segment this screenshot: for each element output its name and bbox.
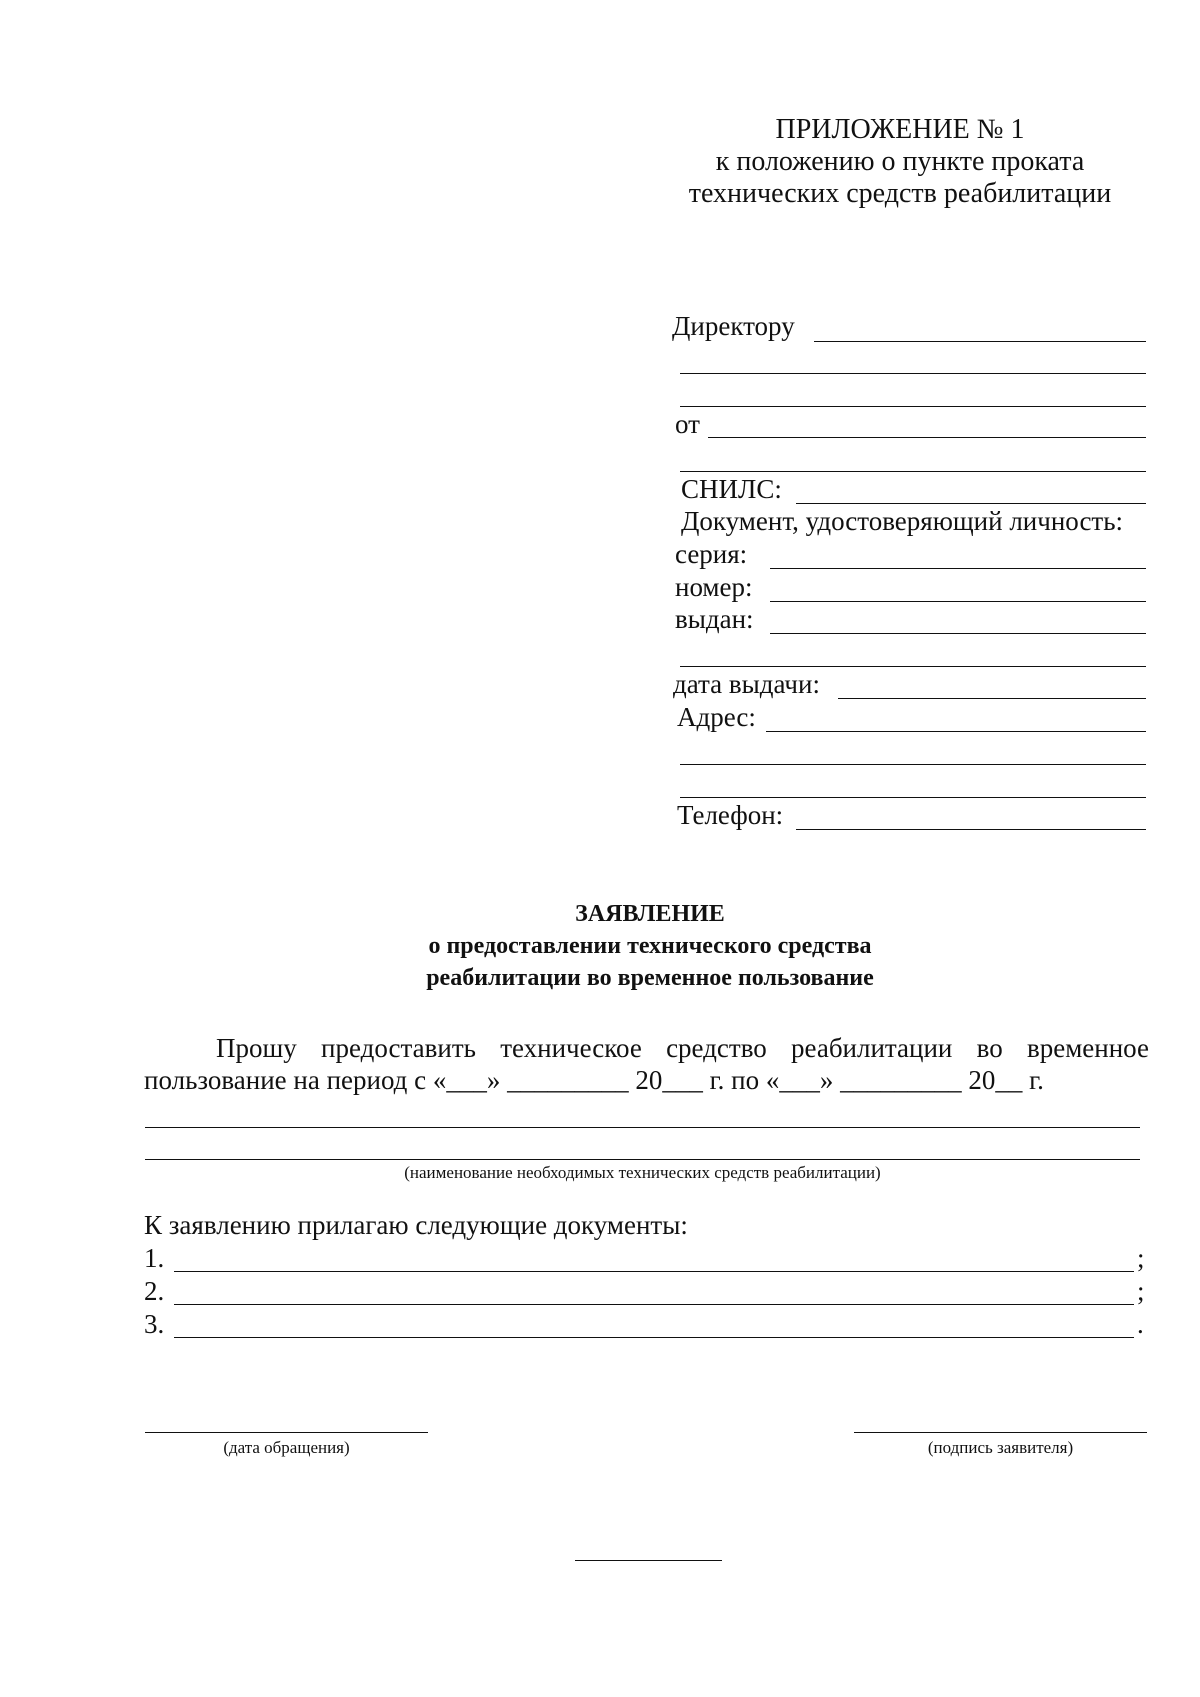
attachment-field-2[interactable] [174,1304,1134,1305]
series-field[interactable] [770,568,1146,569]
signature-field[interactable] [854,1432,1147,1433]
appendix-heading [620,114,1180,210]
equipment-name-field-line-2[interactable] [145,1159,1140,1160]
attachment-number: 1. [144,1243,165,1273]
number-label: номер: [675,572,753,602]
signature-caption: (подпись заявителя) [927,1438,1074,1457]
attachment-number: 2. [144,1276,165,1306]
appendix-number: ПРИЛОЖЕНИЕ № 1 [775,114,1025,145]
issued-field-line-2[interactable] [680,666,1146,667]
director-label: Директору [672,311,795,341]
request-word: реабилитации [791,1033,953,1063]
request-word: техническое [500,1033,642,1063]
director-field-line-2[interactable] [680,373,1146,374]
address-label: Адрес: [677,702,756,732]
document-title [0,898,1200,994]
director-field[interactable] [814,341,1146,342]
attachment-field-1[interactable] [174,1271,1134,1272]
equipment-name-field[interactable] [145,1127,1140,1128]
series-label: серия: [675,539,748,569]
request-word: средство [666,1033,767,1063]
number-field[interactable] [770,601,1146,602]
title-subtitle-cont: реабилитации во временное пользование [426,965,874,991]
appendix-reference: к положению о пункте проката [715,146,1085,177]
closing-divider [575,1560,722,1561]
snils-field[interactable] [796,503,1146,504]
address-field-line-2[interactable] [680,764,1146,765]
director-field-line-3[interactable] [680,406,1146,407]
from-field-line-2[interactable] [680,471,1146,472]
title-subtitle: о предоставлении технического средства [428,933,872,959]
snils-label: СНИЛС: [681,474,782,504]
request-line-1 [216,1033,1149,1063]
phone-field[interactable] [796,829,1146,830]
from-field[interactable] [708,437,1146,438]
address-field-line-3[interactable] [680,797,1146,798]
attachment-end: . [1137,1309,1144,1339]
request-line-2: пользование на период с «___» _________ 20___ г. по «___» _________ 20__ г. [144,1065,1044,1095]
attachment-number: 3. [144,1309,165,1339]
attachment-end: ; [1137,1276,1145,1306]
phone-label: Телефон: [677,800,784,830]
attachment-end: ; [1137,1243,1145,1273]
issue-date-label: дата выдачи: [673,669,820,699]
request-word: временное [1026,1033,1149,1063]
equipment-caption: (наименование необходимых технических средств реабилитации) [404,1163,881,1182]
attachments-intro: К заявлению прилагаю следующие документы: [144,1210,688,1240]
request-word: предоставить [321,1033,476,1063]
issue-date-field[interactable] [838,698,1146,699]
title-main: ЗАЯВЛЕНИЕ [575,901,725,927]
issued-field[interactable] [770,633,1146,634]
request-word: во [976,1033,1003,1063]
issued-label: выдан: [675,604,754,634]
id-document-label: Документ, удостоверяющий личность: [681,506,1124,536]
attachment-field-3[interactable] [174,1337,1134,1338]
appendix-reference-cont: технических средств реабилитации [688,178,1112,209]
address-field[interactable] [766,731,1146,732]
from-label: от [675,409,700,439]
date-caption: (дата обращения) [223,1438,350,1457]
request-word: Прошу [216,1033,297,1063]
date-field[interactable] [145,1432,428,1433]
